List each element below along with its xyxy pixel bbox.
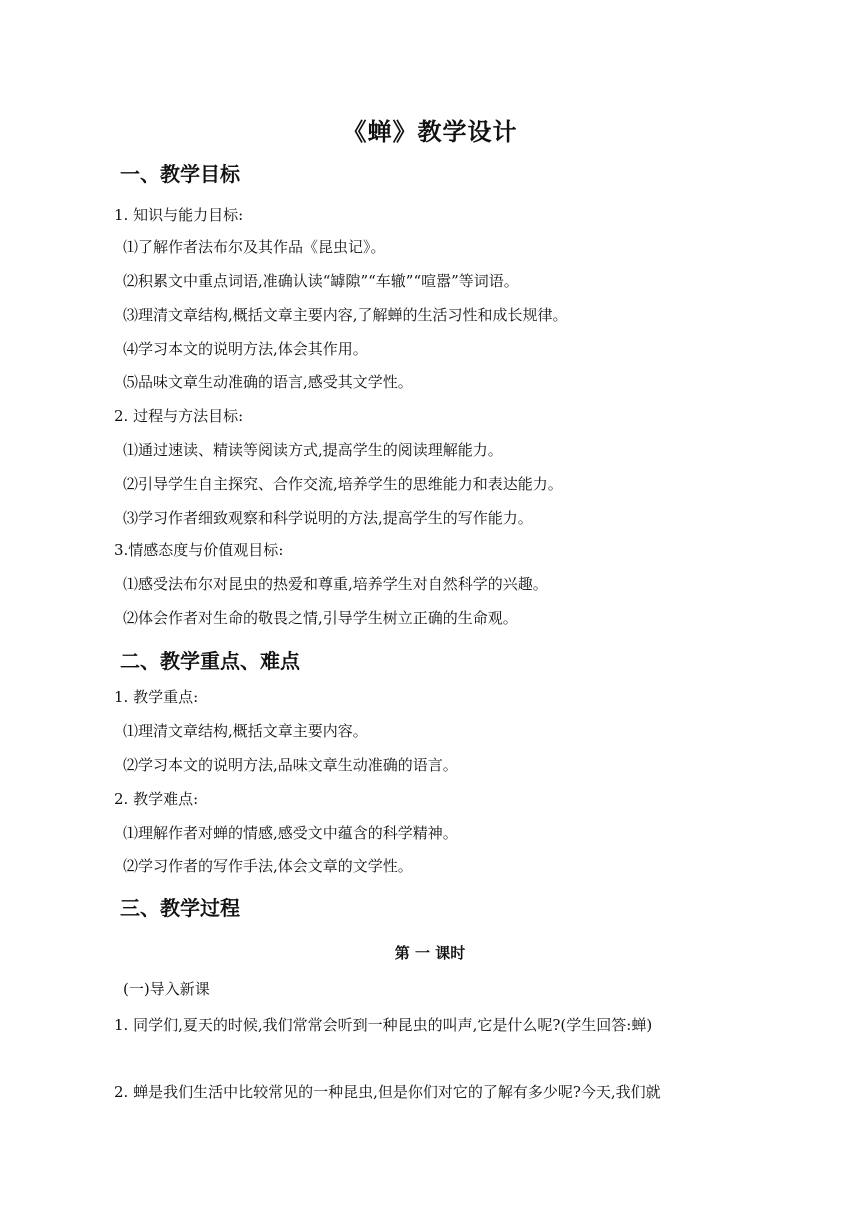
lesson-paragraph: 1. 同学们,夏天的时候,我们常常会听到一种昆虫的叫声,它是什么呢?(学生回答:蝉) (114, 1016, 653, 1034)
objective-group-label-3: 3.情感态度与价值观目标: (114, 541, 284, 559)
key-point-group-label-2: 2. 教学难点: (114, 790, 199, 808)
objective-item: ⑶学习作者细致观察和科学说明的方法,提高学生的写作能力。 (123, 509, 533, 527)
objective-group-label-1: 1. 知识与能力目标: (114, 206, 244, 224)
document-title: 《蝉》教学设计 (342, 118, 518, 146)
key-point-item: ⑴理清文章结构,概括文章主要内容。 (123, 722, 368, 740)
objective-item: ⑴感受法布尔对昆虫的热爱和尊重,培养学生对自然科学的兴趣。 (123, 575, 548, 593)
objective-group-label-2: 2. 过程与方法目标: (114, 407, 244, 425)
key-point-group-label-1: 1. 教学重点: (114, 688, 199, 706)
objective-item: ⑵体会作者对生命的敬畏之情,引导学生树立正确的生命观。 (123, 609, 518, 627)
lesson-paragraph: 2. 蝉是我们生活中比较常见的一种昆虫,但是你们对它的了解有多少呢?今天,我们就 (114, 1083, 661, 1101)
key-point-item: ⑵学习本文的说明方法,品味文章生动准确的语言。 (123, 756, 458, 774)
objective-item: ⑶理清文章结构,概括文章主要内容,了解蝉的生活习性和成长规律。 (123, 306, 568, 324)
section-heading-process: 三、教学过程 (120, 896, 240, 920)
objective-item: ⑵积累文中重点词语,准确认读“罅隙”“车辙”“喧嚣”等词语。 (123, 272, 519, 290)
lesson-part-label: (一)导入新课 (123, 980, 210, 998)
objective-item: ⑴了解作者法布尔及其作品《昆虫记》。 (123, 238, 386, 256)
lesson-subheading: 第 一 课时 (394, 944, 466, 962)
objective-item: ⑴通过速读、精读等阅读方式,提高学生的阅读理解能力。 (123, 441, 503, 459)
key-point-item: ⑴理解作者对蝉的情感,感受文中蕴含的科学精神。 (123, 824, 458, 842)
objective-item: ⑸品味文章生动准确的语言,感受其文学性。 (123, 373, 413, 391)
objective-item: ⑷学习本文的说明方法,体会其作用。 (123, 340, 368, 358)
objective-item: ⑵引导学生自主探究、合作交流,培养学生的思维能力和表达能力。 (123, 475, 563, 493)
section-heading-key-points: 二、教学重点、难点 (120, 649, 300, 673)
key-point-item: ⑵学习作者的写作手法,体会文章的文学性。 (123, 857, 413, 875)
section-heading-objectives: 一、教学目标 (120, 162, 240, 186)
